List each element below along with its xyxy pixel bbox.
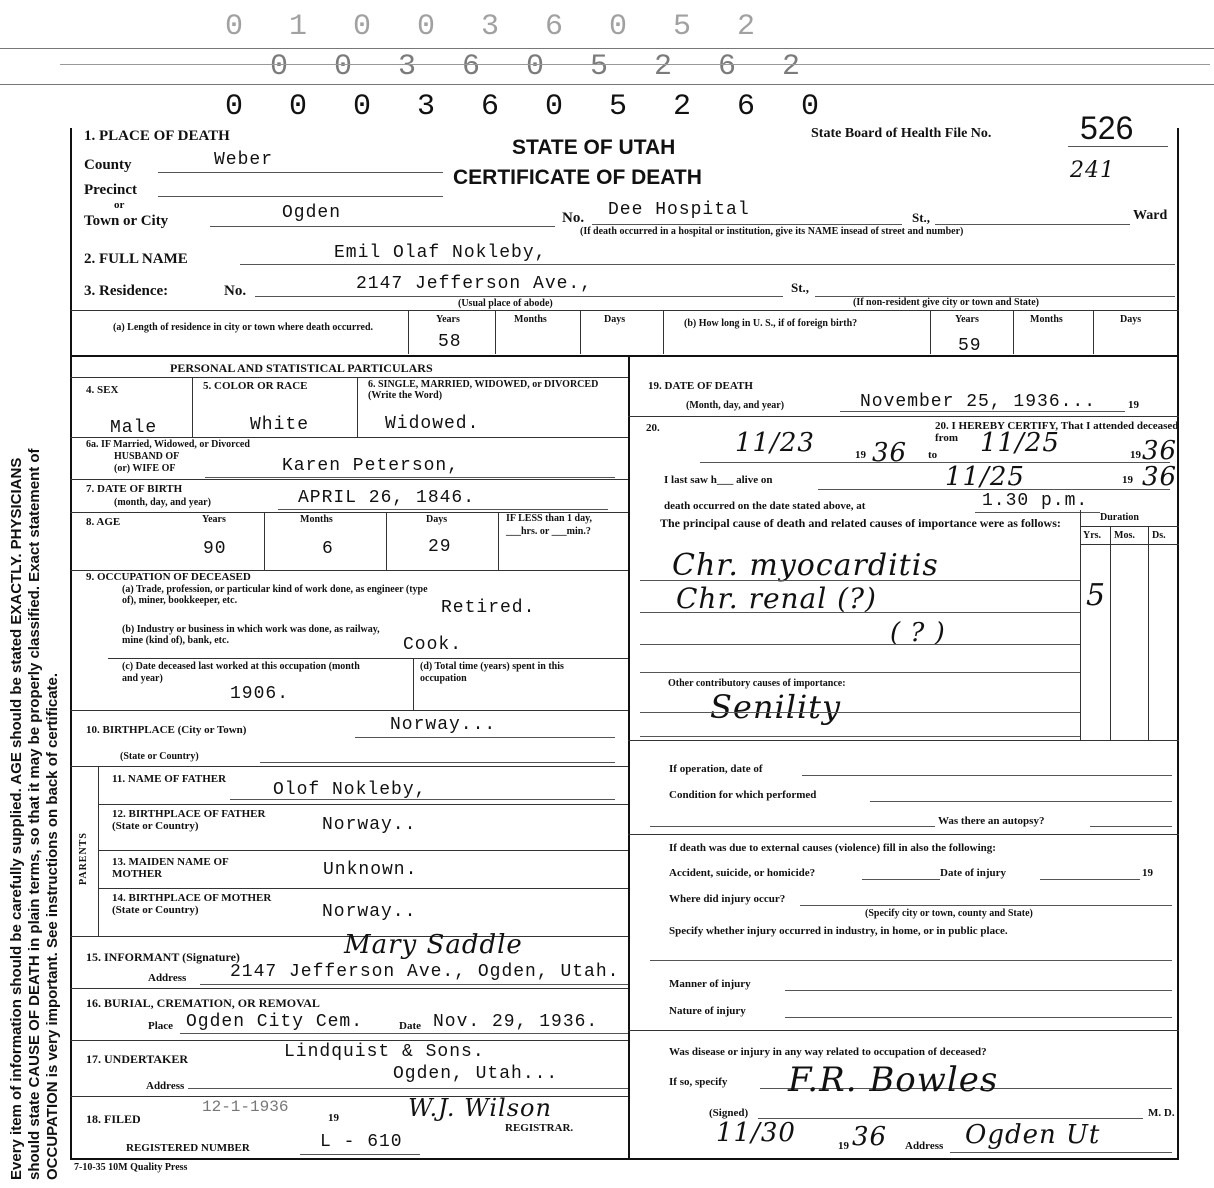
age-days-value: 29 [428, 537, 452, 557]
rule [70, 1040, 628, 1041]
stamp-line [60, 64, 1210, 65]
age-years-header: Years [202, 514, 226, 525]
rule [785, 1017, 1172, 1018]
rule [408, 310, 409, 354]
county-line [158, 172, 443, 173]
dod-19: 19 [1128, 399, 1139, 411]
occupation-c-value: 1906. [230, 684, 290, 704]
attend-from-19: 19 [855, 449, 866, 461]
undertaker-address-label: Address [146, 1080, 185, 1092]
registrar-signature: W.J. Wilson [408, 1094, 552, 1122]
rule [70, 988, 628, 989]
a-years-value: 58 [438, 332, 462, 352]
side-instruction-1: Every item of information should be carefully supplied. AGE should be stated EXACTLY. PHYSICIANS [8, 457, 25, 1180]
hospital-note: (If death occurred in a hospital or institution, give its NAME insead of street and number) [580, 226, 964, 237]
cause-label: The principal cause of death and related causes of importance were as follows: [660, 516, 1061, 530]
registrar-label: REGISTRAR. [505, 1122, 574, 1134]
ward-label: Ward [1133, 208, 1168, 223]
rule [818, 489, 1170, 490]
stamp-line [0, 48, 1214, 49]
if-so-label: If so, specify [669, 1076, 728, 1088]
rule [640, 612, 1080, 613]
accident-label: Accident, suicide, or homicide? [669, 867, 816, 879]
rule [70, 479, 628, 480]
other-causes-value: Senility [710, 688, 842, 726]
birthplace-value: Norway... [390, 715, 497, 735]
b-years-value: 59 [958, 336, 982, 356]
rule [498, 512, 499, 570]
md-label: M. D. [1148, 1107, 1175, 1119]
b-days-header: Days [1120, 314, 1142, 325]
title-certificate: CERTIFICATE OF DEATH [453, 166, 702, 189]
father-label: 11. NAME OF FATHER [112, 773, 227, 785]
file-no-line [1068, 146, 1168, 147]
hospital-line [592, 224, 902, 225]
town-label: Town or City [84, 213, 169, 229]
stamp-number-2: 0 0 3 6 0 5 2 6 2 [270, 50, 815, 84]
dob-value: APRIL 26, 1846. [298, 488, 476, 508]
stamp-number-1: 0 1 0 0 3 6 0 5 2 [225, 10, 770, 44]
attend-from: 11/23 [735, 428, 815, 458]
full-name-label: 2. FULL NAME [84, 251, 188, 267]
rule [300, 1154, 420, 1155]
spouse-value: Karen Peterson, [282, 456, 460, 476]
a-years-header: Years [436, 314, 460, 325]
dob-sub: (month, day, and year) [114, 497, 211, 508]
burial-place-label: Place [148, 1020, 174, 1032]
rule [802, 775, 1172, 776]
rule [264, 512, 265, 570]
lastsaw-year: 36 [1142, 462, 1178, 492]
print-mark: 7-10-35 10M Quality Press [74, 1162, 188, 1173]
file-extra-mark: 241 [1070, 158, 1115, 183]
dob-label: 7. DATE OF BIRTH [86, 483, 183, 495]
occupation-related-label: Was disease or injury in any way related to occupation of deceased? [669, 1046, 987, 1058]
rule [98, 888, 628, 889]
rule [357, 377, 358, 437]
injury-specify-label: Specify whether injury occurred in industry, in home, or in public place. [669, 925, 1008, 937]
other-causes-label: Other contributory causes of importance: [668, 678, 846, 689]
rule [650, 960, 1172, 961]
usual-abode-note: (Usual place of abode) [458, 298, 553, 309]
rule [192, 377, 193, 437]
hospital-value: Dee Hospital [608, 200, 750, 220]
full-name-value: Emil Olaf Nokleby, [334, 243, 547, 263]
county-value: Weber [214, 150, 274, 170]
place-section-label: 1. PLACE OF DEATH [84, 128, 230, 144]
birthplace-sub: (State or Country) [120, 751, 199, 762]
rule [98, 766, 99, 936]
precinct-label: Precinct [84, 182, 138, 198]
filed-label: 18. FILED [86, 1112, 141, 1126]
injury-date-label: Date of injury [940, 867, 1006, 879]
frame-bottom [70, 1158, 1179, 1160]
injury-date-19: 19 [1142, 867, 1153, 879]
rule [278, 509, 608, 510]
rule [1110, 526, 1111, 740]
rule [98, 804, 628, 805]
a-days-header: Days [604, 314, 626, 325]
rule [930, 310, 931, 354]
age-days-header: Days [426, 514, 448, 525]
certify-number: 20. [646, 422, 660, 434]
informant-label: 15. INFORMANT (Signature) [86, 950, 240, 964]
less-than-label: IF LESS than 1 day, ___hrs. or ___min.? [506, 513, 593, 537]
town-line [210, 226, 555, 227]
rule [870, 801, 1172, 802]
duration-yrs: Yrs. [1083, 530, 1102, 541]
undertaker-label: 17. UNDERTAKER [86, 1052, 189, 1066]
father-value: Olof Nokleby, [273, 780, 427, 800]
spouse-label-3: (or) WIFE OF [114, 463, 176, 474]
rule [70, 710, 628, 711]
rule [70, 437, 628, 438]
cause-2: Chr. renal (?) [676, 582, 877, 615]
informant-address-label: Address [148, 972, 187, 984]
personal-header: PERSONAL AND STATISTICAL PARTICULARS [170, 361, 433, 375]
signed-date: 11/30 [716, 1118, 796, 1148]
informant-address: 2147 Jefferson Ave., Ogden, Utah. [230, 962, 620, 982]
nonresident-note: (If non-resident give city or town and State) [853, 297, 1040, 308]
title-state: STATE OF UTAH [512, 136, 676, 159]
dod-value: November 25, 1936... [860, 392, 1097, 412]
file-no-label: State Board of Health File No. [811, 126, 992, 141]
rule [640, 644, 1080, 645]
nature-label: Nature of injury [669, 1005, 746, 1017]
physician-signature: F.R. Bowles [788, 1060, 999, 1100]
rule [188, 1088, 628, 1089]
attend-to-year: 36 [1142, 436, 1178, 466]
column-divider [628, 355, 630, 1160]
rule [975, 512, 1100, 513]
cause-1: Chr. myocarditis [672, 548, 939, 583]
burial-date-value: Nov. 29, 1936. [433, 1012, 599, 1032]
undertaker-address: Ogden, Utah... [393, 1064, 559, 1084]
b-months-header: Months [1030, 314, 1063, 325]
parents-label: PARENTS [78, 832, 89, 885]
rule [70, 355, 1179, 357]
dod-label: 19. DATE OF DEATH [648, 380, 753, 392]
rule [640, 672, 1080, 673]
full-name-line [240, 264, 1175, 265]
st-label: St., [912, 210, 931, 225]
rule [180, 1033, 628, 1034]
informant-signature: Mary Saddle [344, 930, 523, 960]
rule [205, 477, 615, 478]
rule [495, 310, 496, 354]
occupation-label: 9. OCCUPATION OF DECEASED [86, 571, 251, 583]
duration-ds: Ds. [1152, 530, 1166, 541]
spouse-label-2: HUSBAND OF [114, 451, 180, 462]
attend-to-19: 19 [1130, 449, 1141, 461]
precinct-line [158, 196, 443, 197]
age-months-header: Months [300, 514, 333, 525]
rule [98, 850, 628, 851]
rule [260, 762, 615, 763]
cause-3: ( ? ) [890, 618, 946, 648]
a-months-header: Months [514, 314, 547, 325]
color-value: White [250, 415, 310, 435]
father-birthplace-value: Norway.. [322, 815, 417, 835]
ward-line [935, 224, 1130, 225]
rule [628, 740, 1179, 741]
rule [413, 658, 414, 710]
frame-right [1177, 128, 1179, 1160]
rule [628, 1030, 1179, 1031]
rule [628, 416, 1179, 417]
registered-number-label: REGISTERED NUMBER [126, 1142, 250, 1154]
rule [1013, 310, 1014, 354]
filed-19: 19 [328, 1112, 339, 1124]
rule [386, 512, 387, 570]
undertaker-value: Lindquist & Sons. [284, 1042, 485, 1062]
death-time: 1.30 p.m. [982, 491, 1089, 511]
or-label: or [114, 199, 125, 211]
attend-from-year: 36 [872, 438, 908, 468]
occupation-b-value: Cook. [403, 635, 463, 655]
residence-st-label: St., [791, 280, 810, 295]
rule [1090, 826, 1172, 827]
rule [70, 377, 628, 378]
stamp-line [0, 84, 1214, 85]
rule [108, 658, 628, 659]
residence-no-label: No. [224, 283, 247, 299]
rule [1040, 879, 1140, 880]
spouse-label-1: 6a. IF Married, Widowed, or Divorced [86, 439, 250, 450]
physician-address-label: Address [905, 1140, 944, 1152]
attend-to: 11/25 [980, 428, 1060, 458]
rule [70, 766, 628, 767]
rule [758, 1118, 1143, 1119]
injury-where-sub: (Specify city or town, county and State) [865, 908, 1033, 919]
rule [640, 736, 1080, 737]
lastsaw-19: 19 [1122, 474, 1133, 486]
age-months-value: 6 [322, 539, 334, 559]
rule [1080, 526, 1179, 527]
duration-header: Duration [1100, 512, 1139, 523]
external-causes-label: If death was due to external causes (violence) fill in also the following: [669, 842, 996, 854]
rule [200, 984, 628, 985]
lastsaw-label: I last saw h___ alive on [664, 474, 773, 486]
age-label: 8. AGE [86, 516, 121, 528]
manner-label: Manner of injury [669, 978, 751, 990]
cause-duration: 5 [1086, 578, 1107, 613]
operation-label: If operation, date of [669, 763, 763, 775]
occupation-a-value: Retired. [441, 598, 536, 618]
condition-label: Condition for which performed [669, 789, 817, 801]
length-residence-label: (a) Length of residence in city or town where death occurred. [113, 322, 374, 333]
rule [663, 310, 664, 354]
rule [950, 1152, 1172, 1153]
occurred-label: death occurred on the date stated above, at [664, 500, 866, 512]
rule [1080, 544, 1179, 545]
occupation-c-label: (c) Date deceased last worked at this occupation (month and year) [122, 661, 360, 684]
residence-value: 2147 Jefferson Ave., [356, 274, 593, 294]
occupation-d-label: (d) Total time (years) spent in this occupation [420, 661, 564, 684]
rule [785, 990, 1172, 991]
side-instruction-3: OCCUPATION is very important. See instructions on back of certificate. [44, 672, 61, 1180]
birthplace-label: 10. BIRTHPLACE (City or Town) [86, 724, 247, 736]
occupation-a-label: (a) Trade, profession, or particular kind of work done, as engineer (type of), miner, bookkeeper, etc. [122, 584, 428, 606]
rule [700, 462, 1170, 463]
occupation-b-label: (b) Industry or business in which work was done, as railway, mine (kind of), bank, etc. [122, 624, 380, 646]
autopsy-label: Was there an autopsy? [938, 815, 1045, 827]
no-label: No. [562, 210, 585, 226]
marital-value: Widowed. [385, 414, 480, 434]
sex-label: 4. SEX [86, 384, 119, 396]
signed-label: (Signed) [709, 1107, 749, 1119]
rule [840, 411, 1125, 412]
father-birthplace-label: 12. BIRTHPLACE OF FATHER (State or Country) [112, 808, 266, 832]
residence-line [255, 296, 783, 297]
duration-mos: Mos. [1114, 530, 1135, 541]
dod-sub: (Month, day, and year) [686, 400, 785, 411]
side-instruction-2: should state CAUSE OF DEATH in plain terms, so that it may be properly classified. Exact statement of [26, 448, 43, 1180]
lastsaw-value: 11/25 [945, 462, 1025, 492]
stamp-number-3: 0 0 0 3 6 0 5 2 6 0 [225, 90, 834, 124]
rule [800, 905, 1172, 906]
certify-label: 20. I HEREBY CERTIFY, That I attended deceased from [935, 420, 1179, 444]
injury-where-label: Where did injury occur? [669, 893, 786, 905]
burial-place-value: Ogden City Cem. [186, 1012, 364, 1032]
signed-year: 36 [852, 1122, 888, 1152]
frame-left [70, 128, 72, 1160]
marital-label: 6. SINGLE, MARRIED, WIDOWED, or DIVORCED (Write the Word) [368, 379, 599, 401]
rule [1148, 526, 1149, 740]
burial-date-label: Date [399, 1020, 421, 1032]
color-label: 5. COLOR OR RACE [203, 380, 308, 392]
mother-birthplace-value: Norway.. [322, 902, 417, 922]
rule [862, 879, 940, 880]
rule [580, 310, 581, 354]
rule [640, 712, 1080, 713]
attend-to-label: to [928, 449, 938, 461]
residence-label: 3. Residence: [84, 283, 169, 299]
rule [355, 737, 615, 738]
physician-address: Ogden Ut [965, 1120, 1101, 1150]
registered-number-value: L - 610 [320, 1132, 403, 1152]
county-label: County [84, 157, 132, 173]
mother-birthplace-label: 14. BIRTHPLACE OF MOTHER (State or Country) [112, 892, 272, 916]
rule [1093, 310, 1094, 354]
sex-value: Male [110, 418, 158, 438]
town-value: Ogden [282, 203, 342, 223]
rule [650, 826, 935, 827]
rule [640, 580, 1080, 581]
burial-label: 16. BURIAL, CREMATION, OR REMOVAL [86, 996, 320, 1010]
file-no-value: 526 [1080, 110, 1134, 146]
signed-19: 19 [838, 1140, 849, 1152]
mother-value: Unknown. [323, 860, 418, 880]
us-residence-label: (b) How long in U. S., if of foreign birth? [684, 318, 858, 329]
age-years-value: 90 [203, 539, 227, 559]
b-years-header: Years [955, 314, 979, 325]
rule [628, 834, 1179, 835]
filed-value: 12-1-1936 [202, 1098, 289, 1116]
rule [230, 799, 615, 800]
mother-label: 13. MAIDEN NAME OF MOTHER [112, 856, 229, 880]
